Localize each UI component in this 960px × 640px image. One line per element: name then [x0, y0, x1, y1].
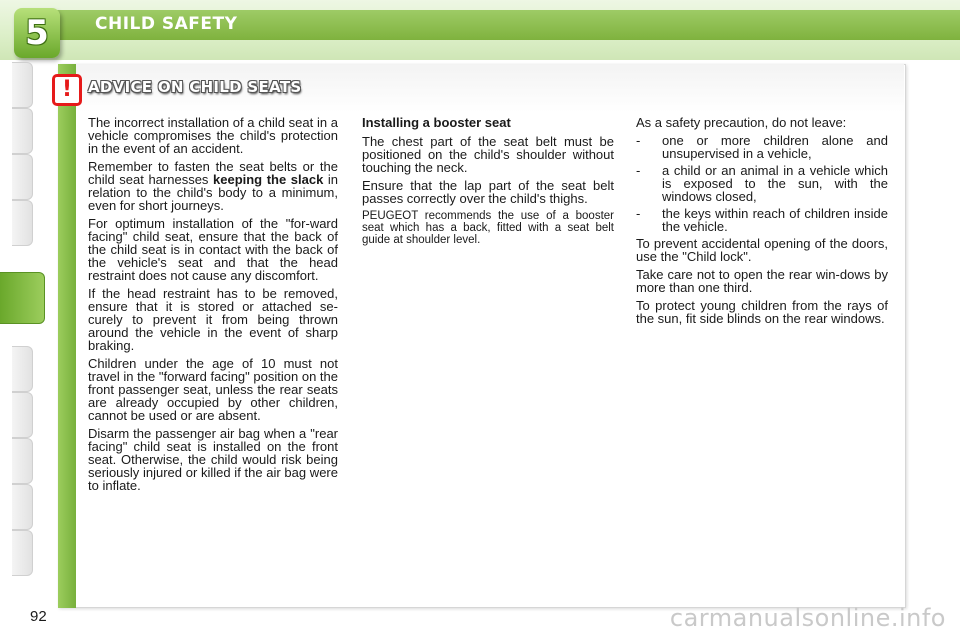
text-run: in relation to the child's body to a minimum, even for short journeys.	[88, 172, 338, 213]
chapter-tab-1[interactable]	[12, 62, 33, 108]
paragraph: Children under the age of 10 must not travel in the "forward facing" position on the front passenger seat, unless the rear seats are already occupied by other children, cannot be used or are absent.	[88, 356, 338, 423]
chapter-tab-8[interactable]	[12, 438, 33, 484]
list-item	[636, 164, 888, 203]
page-number: 92	[30, 608, 47, 625]
bullet-dash: -	[636, 133, 641, 148]
paragraph: As a safety precaution, do not leave:	[636, 115, 847, 130]
chapter-title: CHILD SAFETY	[95, 14, 238, 34]
column-1	[88, 116, 338, 497]
column-3	[636, 116, 888, 330]
text-run: Remember to fasten the seat belts or the child seat harnesses	[88, 159, 338, 187]
paragraph	[88, 160, 338, 212]
chapter-tab-6[interactable]	[12, 346, 33, 392]
paragraph: To protect young children from the rays of the sun, fit side blinds on the rear windows.	[636, 298, 888, 326]
paragraph: PEUGEOT recommends the use of a booster seat which has a back, fitted with a seat belt guide at shoulder level.	[362, 210, 614, 246]
list-item-text: one or more children alone and unsupervised in a vehicle,	[662, 133, 888, 161]
paragraph: The incorrect installation of a child seat in a vehicle compromises the child's protection in the event of an accident.	[88, 115, 338, 156]
paragraph: Disarm the passenger air bag when a "rear facing" child seat is installed on the front seat. Otherwise, the child would risk being seriously injured or killed if the air bag were to inflate.	[88, 426, 338, 493]
chapter-tab-5[interactable]	[0, 272, 45, 324]
paragraph: If the head restraint has to be removed, ensure that it is stored or attached se-curely to prevent it from being thrown around the vehicle in the event of sharp braking.	[88, 286, 338, 353]
subheading: Installing a booster seat	[362, 115, 511, 130]
column-2	[362, 116, 614, 251]
chapter-tab-7[interactable]	[12, 392, 33, 438]
bullet-dash: -	[636, 206, 641, 221]
paragraph: Ensure that the lap part of the seat belt passes correctly over the child's thighs.	[362, 178, 614, 206]
chapter-tab-10[interactable]	[12, 530, 33, 576]
section-title: ADVICE ON CHILD SEATS	[88, 78, 302, 96]
panel-accent-bar	[58, 64, 76, 608]
chapter-tab-3[interactable]	[12, 154, 33, 200]
chapter-number: 5	[25, 13, 49, 53]
paragraph: Take care not to open the rear win-dows by more than one third.	[636, 267, 888, 295]
list-item-text: a child or an animal in a vehicle which is exposed to the sun, with the windows closed,	[662, 163, 888, 204]
list-item	[636, 134, 888, 160]
paragraph: To prevent accidental opening of the doors, use the "Child lock".	[636, 236, 888, 264]
list-item	[636, 207, 888, 233]
chapter-tab-9[interactable]	[12, 484, 33, 530]
warning-icon	[52, 74, 82, 106]
paragraph: For optimum installation of the "for-ward facing" child seat, ensure that the back of the child seat is in contact with the back of the vehicle's seat and that the head restraint does not cause any discomfort.	[88, 216, 338, 283]
bold-text: keeping the slack	[213, 172, 324, 187]
bullet-dash: -	[636, 163, 641, 178]
chapter-tabs	[12, 62, 34, 574]
warning-symbol: !	[61, 77, 73, 102]
chapter-tab-2[interactable]	[12, 108, 33, 154]
chapter-tab-4[interactable]	[12, 200, 33, 246]
paragraph: The chest part of the seat belt must be positioned on the child's shoulder without touching the neck.	[362, 134, 614, 175]
watermark: carmanualsonline.info	[669, 604, 946, 632]
chapter-badge[interactable]	[14, 8, 60, 58]
list-item-text: the keys within reach of children inside the vehicle.	[662, 206, 888, 234]
